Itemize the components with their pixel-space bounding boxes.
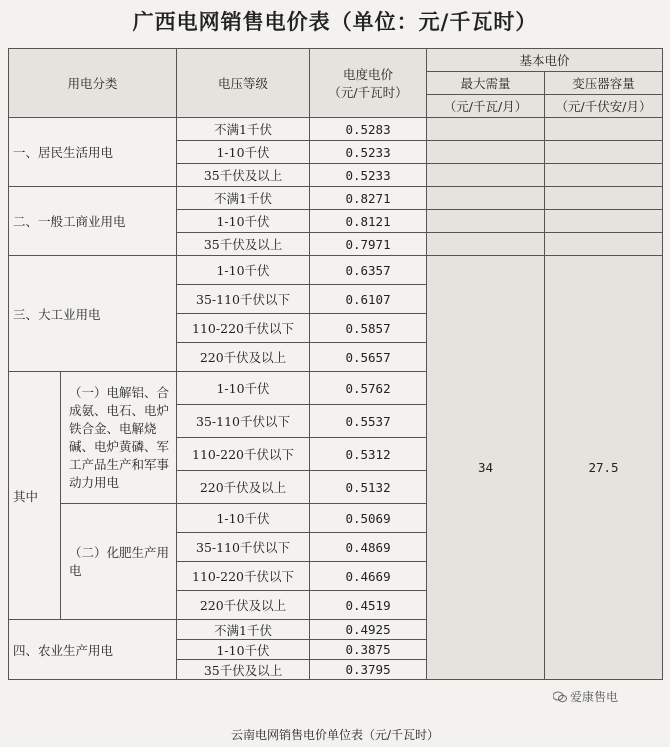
voltage-cell: 110-220千伏以下 xyxy=(177,314,310,343)
transformer-empty xyxy=(545,141,663,164)
price-cell: 0.4869 xyxy=(310,533,427,562)
header-voltage: 电压等级 xyxy=(177,49,310,118)
price-cell: 0.5132 xyxy=(310,471,427,504)
voltage-cell: 220千伏及以上 xyxy=(177,591,310,620)
voltage-cell: 35-110千伏以下 xyxy=(177,533,310,562)
voltage-cell: 35千伏及以上 xyxy=(177,233,310,256)
price-cell: 0.5657 xyxy=(310,343,427,372)
price-cell: 0.3875 xyxy=(310,640,427,660)
category-sub2: （二）化肥生产用电 xyxy=(61,504,177,620)
category-agriculture: 四、农业生产用电 xyxy=(9,620,177,680)
price-cell: 0.5233 xyxy=(310,141,427,164)
price-cell: 0.5283 xyxy=(310,118,427,141)
voltage-cell: 1-10千伏 xyxy=(177,210,310,233)
price-cell: 0.5537 xyxy=(310,405,427,438)
transformer-empty xyxy=(545,210,663,233)
price-cell: 0.5762 xyxy=(310,372,427,405)
header-energy-price-unit: （元/千瓦时） xyxy=(328,85,408,100)
voltage-cell: 35-110千伏以下 xyxy=(177,405,310,438)
voltage-cell: 110-220千伏以下 xyxy=(177,562,310,591)
price-cell: 0.3795 xyxy=(310,660,427,680)
voltage-cell: 220千伏及以上 xyxy=(177,343,310,372)
max-demand-empty xyxy=(427,210,545,233)
transformer-empty xyxy=(545,118,663,141)
transformer-empty xyxy=(545,164,663,187)
voltage-cell: 220千伏及以上 xyxy=(177,471,310,504)
header-energy-price xyxy=(310,49,427,118)
voltage-cell: 1-10千伏 xyxy=(177,640,310,660)
category-commercial: 二、一般工商业用电 xyxy=(9,187,177,256)
transformer-value: 27.5 xyxy=(545,256,663,680)
header-max-demand-unit: （元/千瓦/月） xyxy=(427,95,545,118)
voltage-cell: 35-110千伏以下 xyxy=(177,285,310,314)
voltage-cell: 不满1千伏 xyxy=(177,187,310,210)
tariff-table xyxy=(8,48,663,680)
max-demand-empty xyxy=(427,118,545,141)
voltage-cell: 1-10千伏 xyxy=(177,256,310,285)
max-demand-empty xyxy=(427,187,545,210)
voltage-cell: 不满1千伏 xyxy=(177,118,310,141)
price-cell: 0.8121 xyxy=(310,210,427,233)
wechat-icon xyxy=(553,691,567,703)
price-cell: 0.4669 xyxy=(310,562,427,591)
header-category: 用电分类 xyxy=(9,49,177,118)
watermark-text: 爱康售电 xyxy=(570,690,619,704)
max-demand-empty xyxy=(427,164,545,187)
voltage-cell: 1-10千伏 xyxy=(177,504,310,533)
voltage-cell: 1-10千伏 xyxy=(177,372,310,405)
price-cell: 0.6107 xyxy=(310,285,427,314)
watermark xyxy=(553,688,618,705)
header-transformer-unit: （元/千伏安/月） xyxy=(545,95,663,118)
price-cell: 0.5857 xyxy=(310,314,427,343)
category-of-which: 其中 xyxy=(9,372,61,620)
price-cell: 0.4925 xyxy=(310,620,427,640)
price-cell: 0.6357 xyxy=(310,256,427,285)
category-residential: 一、居民生活用电 xyxy=(9,118,177,187)
price-cell: 0.5233 xyxy=(310,164,427,187)
transformer-empty xyxy=(545,233,663,256)
voltage-cell: 110-220千伏以下 xyxy=(177,438,310,471)
transformer-empty xyxy=(545,187,663,210)
price-cell: 0.8271 xyxy=(310,187,427,210)
voltage-cell: 1-10千伏 xyxy=(177,141,310,164)
price-cell: 0.7971 xyxy=(310,233,427,256)
caption: 云南电网销售电价单位表（元/千瓦时） xyxy=(230,728,440,742)
voltage-cell: 35千伏及以上 xyxy=(177,164,310,187)
header-basic-price: 基本电价 xyxy=(427,49,663,72)
voltage-cell: 35千伏及以上 xyxy=(177,660,310,680)
max-demand-value: 34 xyxy=(427,256,545,680)
category-industrial: 三、大工业用电 xyxy=(9,256,177,372)
max-demand-empty xyxy=(427,233,545,256)
price-cell: 0.4519 xyxy=(310,591,427,620)
page-title: 广西电网销售电价表（单位：元/千瓦时） xyxy=(132,9,538,34)
price-cell: 0.5312 xyxy=(310,438,427,471)
header-energy-price-label: 电度电价 xyxy=(343,67,394,82)
category-sub1: （一）电解铝、合成氨、电石、电炉铁合金、电解烧碱、电炉黄磷、军工产品生产和军事动力用电 xyxy=(61,372,177,504)
header-max-demand: 最大需量 xyxy=(427,72,545,95)
max-demand-empty xyxy=(427,141,545,164)
price-cell: 0.5069 xyxy=(310,504,427,533)
header-transformer: 变压器容量 xyxy=(545,72,663,95)
voltage-cell: 不满1千伏 xyxy=(177,620,310,640)
